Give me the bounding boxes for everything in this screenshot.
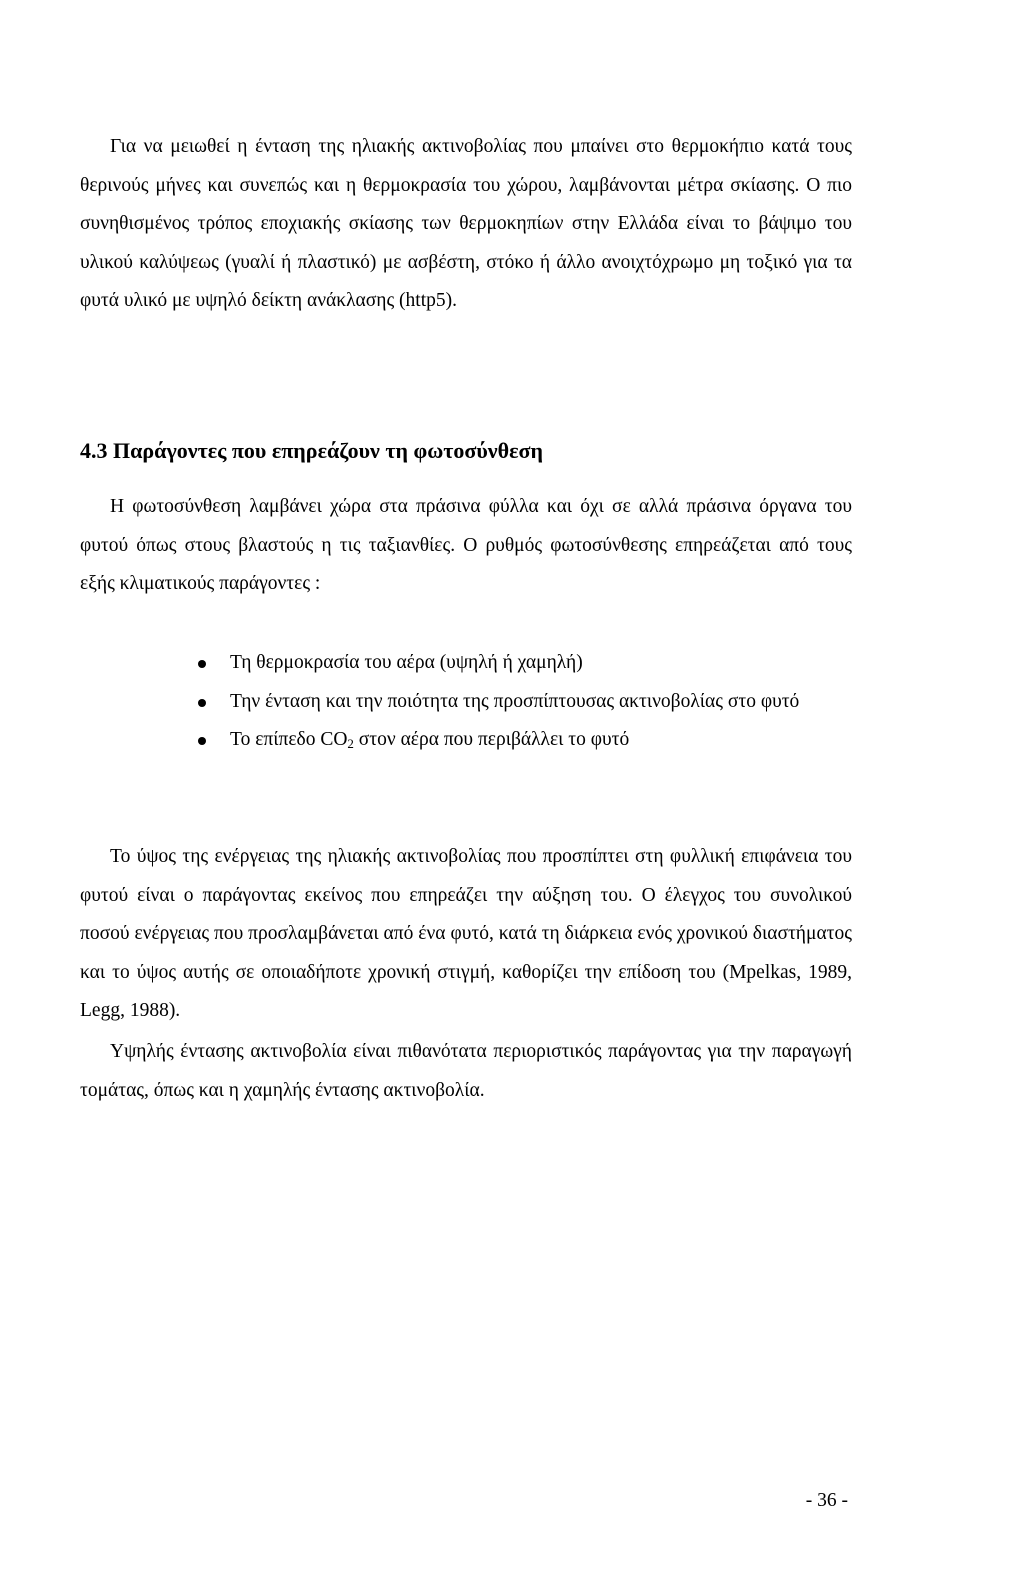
section-heading: 4.3 Παράγοντες που επηρεάζουν τη φωτοσύνθεση	[80, 438, 543, 463]
list-item	[198, 721, 858, 764]
list-item-text: Τη θερμοκρασία του αέρα (υψηλή ή χαμηλή)	[230, 652, 583, 673]
paragraph-tomato: Υψηλής έντασης ακτινοβολία είναι πιθανότατα περιοριστικός παράγοντας για την παραγωγή τομάτας, όπως και η χαμηλής έντασης ακτινοβολία.	[80, 1041, 852, 1101]
subscript: 2	[347, 736, 354, 751]
paragraph-shading: Για να μειωθεί η ένταση της ηλιακής ακτινοβολίας που μπαίνει στο θερμοκήπιο κατά τους θερινούς μήνες και συνεπώς και η θερμοκρασία του χώρου, λαμβάνονται μέτρα σκίασης. Ο πιο συνηθισμένος τρόπος εποχιακής σκίασης των θερμοκηπίων στην Ελλάδα είναι το βάψιμο του υλικού καλύψεως (γυαλί ή πλαστικό) με ασβέστη, στόκο ή άλλο ανοιχτόχρωμο μη τοξικό για τα φυτά υλικό με υψηλό δείκτη ανάκλασης (http5).	[80, 136, 852, 311]
bullet-icon	[198, 699, 206, 707]
paragraph-energy: Το ύψος της ενέργειας της ηλιακής ακτινοβολίας που προσπίπτει στη φυλλική επιφάνεια του φυτού είναι ο παράγοντας εκείνος που επηρεάζει την αύξηση του. Ο έλεγχος του συνολικού ποσού ενέργειας που προσλαμβάνεται από ένα φυτό, κατά τη διάρκεια ενός χρονικού διαστήματος και το ύψος αυτής σε οποιαδήποτε χρονική στιγμή, καθορίζει την επίδοση του (Mpelkas, 1989, Legg, 1988).	[80, 846, 852, 1021]
bullet-icon	[198, 737, 206, 745]
list-item	[198, 683, 858, 722]
factors-list	[198, 644, 858, 764]
list-item-text-end: στον αέρα που περιβάλλει το φυτό	[353, 729, 630, 750]
list-item-text: Την ένταση και την ποιότητα της προσπίπτουσας ακτινοβολίας στο φυτό	[230, 690, 800, 712]
page-number: - 36 -	[805, 1490, 848, 1511]
list-item	[198, 644, 858, 683]
list-item-text	[230, 729, 629, 750]
paragraph-photosynthesis: Η φωτοσύνθεση λαμβάνει χώρα στα πράσινα φύλλα και όχι σε αλλά πράσινα όργανα του φυτού όπως στους βλαστούς η τις ταξιανθίες. Ο ρυθμός φωτοσύνθεσης επηρεάζεται από τους εξής κλιματικούς παράγοντες :	[80, 496, 852, 594]
bullet-icon	[198, 660, 206, 668]
list-item-text-start: Το επίπεδο CO	[230, 729, 348, 750]
